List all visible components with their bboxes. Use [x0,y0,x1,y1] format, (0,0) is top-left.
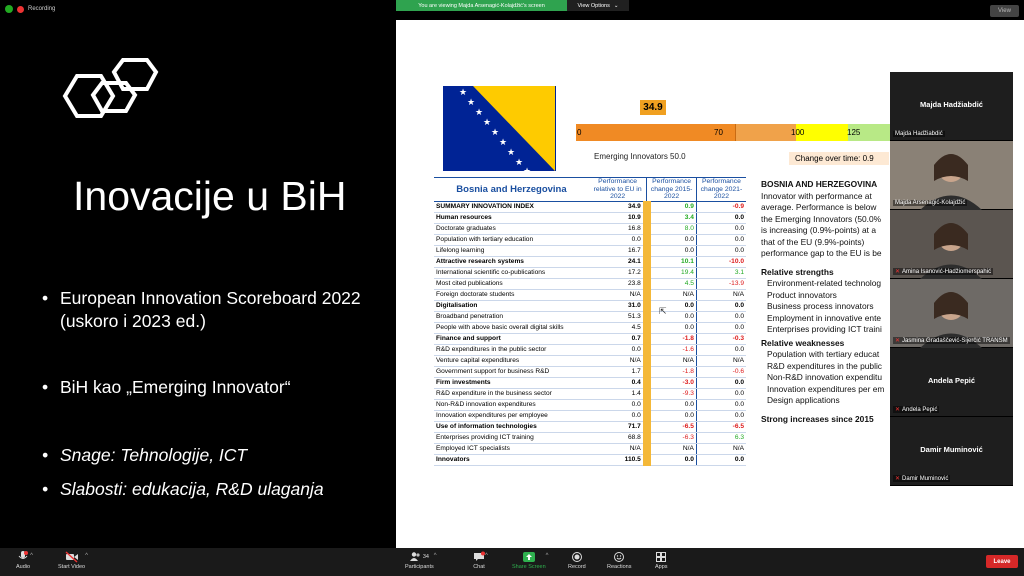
view-options-button[interactable] [567,0,629,11]
record-button[interactable] [568,551,586,570]
participant-tile[interactable] [890,72,1013,141]
indicator-table-body [434,201,746,465]
video-off-icon [66,551,78,562]
col-header-relative: Performance relative to EU in 2022 [589,178,647,202]
cell-relative: 0.0 [589,234,647,245]
slide-bullet: • Slabosti: edukacija, R&D ulaganja [42,479,324,499]
row-label: Most cited publications [434,278,589,289]
strengths-title: Relative strengths [761,266,834,277]
table-row [434,256,746,267]
cell-relative: 31.0 [589,300,647,311]
cell-change-2015: 0.0 [647,454,697,465]
participant-label [893,337,1010,344]
row-label: Digitalisation [434,300,589,311]
participant-tile[interactable] [890,417,1013,486]
presentation-slide [0,20,395,548]
cell-change-2021: -0.6 [696,366,746,377]
cell-relative: N/A [589,443,647,454]
table-row [434,223,746,234]
cell-change-2015: 0.0 [647,234,697,245]
bullet-text: Slabosti: edukacija, R&D ulaganja [60,479,324,499]
svg-text:★: ★ [467,98,476,108]
slide-bullet: • BiH kao „Emerging Innovator“ [42,377,291,397]
viewing-text: You are viewing Majda Arsenagić-Kolajdžić's screen [396,0,567,11]
table-row [434,245,746,256]
start-video-label: Start Video [58,564,86,570]
participant-tile[interactable] [890,279,1013,348]
participant-label-text: Majda Hadžiabdić [895,131,943,137]
cell-change-2021: 0.0 [696,212,746,223]
recording-indicator[interactable] [5,5,55,13]
cell-relative: 71.7 [589,421,647,432]
security-shield-icon [5,5,13,13]
participant-label-text: Andela Pepić [902,407,938,413]
reactions-label: Reactions [607,564,632,570]
cell-change-2015: 8.0 [647,223,697,234]
participant-label [893,475,950,482]
participant-name: Damir Muminović [920,445,983,454]
table-row [434,377,746,388]
row-label: Attractive research systems [434,256,589,267]
list-item: Population with tertiary educat [767,349,880,359]
row-label: Government support for business R&D [434,366,589,377]
cell-change-2021: 0.0 [696,388,746,399]
cell-relative: N/A [589,289,647,300]
cell-change-2021: 0.0 [696,300,746,311]
row-label: Broadband penetration [434,311,589,322]
svg-text:★: ★ [507,148,516,158]
muted-mic-icon: ✕ [895,338,901,344]
meeting-toolbar [0,548,1024,576]
slide-bullet: • European Innovation Scoreboard 2022 (uskoro i 2023 ed.) [42,287,372,333]
list-item: Design applications [767,395,840,405]
row-label: Innovation expenditures per employee [434,410,589,421]
chat-label: Chat [473,564,485,570]
list-item: the Emerging Innovators (50.0% [761,213,882,224]
list-item: Business process innovators [767,301,874,311]
cell-relative: 0.0 [589,344,647,355]
muted-mic-icon: ✕ [895,476,901,482]
row-label: International scientific co-publications [434,267,589,278]
svg-text:★: ★ [499,138,508,148]
slide-bullet: • Snage: Tehnologije, ICT [42,445,248,465]
row-label: Foreign doctorate students [434,289,589,300]
table-row [434,267,746,278]
reactions-icon [613,551,625,562]
row-label: Finance and support [434,333,589,344]
table-row [434,410,746,421]
cell-change-2021: 0.0 [696,344,746,355]
cell-change-2021: 0.0 [696,234,746,245]
cell-change-2021: 0.0 [696,377,746,388]
participant-name: Andela Pepić [927,376,976,385]
cell-change-2015: -1.6 [647,344,697,355]
country-summary-text [761,179,896,425]
row-label: Human resources [434,212,589,223]
muted-mic-icon: ✕ [895,407,901,413]
cell-relative: 51.3 [589,311,647,322]
list-item: R&D expenditures in the public [767,360,882,371]
list-item: Environment-related technolog [767,278,882,288]
list-item: Non-R&D innovation expenditu [767,372,882,382]
cell-change-2021: 3.1 [696,267,746,278]
cell-relative: 1.7 [589,366,647,377]
cell-change-2015: -6.5 [647,421,697,432]
view-options-label: View Options [577,2,610,9]
reactions-button[interactable] [607,551,631,570]
chevron-down-icon: ⌄ [613,2,619,9]
mouse-cursor-icon: ⇱ [659,306,667,316]
participants-label: Participants [405,564,434,570]
participant-name: Majda Hadžiabdić [920,100,983,109]
row-label: Lifelong learning [434,245,589,256]
list-item: performance gap to the EU is be [761,248,882,258]
row-label: Venture capital expenditures [434,355,589,366]
cell-change-2021: -10.0 [696,256,746,267]
cell-relative: 110.5 [589,454,647,465]
cell-relative: 17.2 [589,267,647,278]
table-row [434,366,746,377]
cell-change-2021: 0.0 [696,454,746,465]
hexagons-logo-icon [60,55,170,135]
microphone-icon [17,551,29,562]
participant-tile[interactable] [890,210,1013,279]
list-item: Enterprises providing ICT traini [767,324,882,334]
cell-change-2015: -1.8 [647,333,697,344]
participants-button[interactable] [405,551,437,570]
increases-title: Strong increases since 2015 [761,413,874,424]
share-screen-button[interactable] [512,551,549,570]
cell-change-2021: -6.5 [696,421,746,432]
participant-tile[interactable] [890,348,1013,417]
country-name: Bosnia and Herzegovina [434,178,589,202]
cell-relative: 0.4 [589,377,647,388]
cell-change-2021: 0.0 [696,410,746,421]
cell-change-2015: 0.0 [647,300,697,311]
bullet-text: Snage: Tehnologije, ICT [60,445,248,465]
cell-relative: 0.0 [589,399,647,410]
list-item: is increasing (0.9%-points) at a [761,225,876,235]
cell-change-2021: -0.9 [696,201,746,212]
cell-change-2015: -3.0 [647,377,697,388]
recording-label: Recording [28,6,56,12]
row-label: SUMMARY INNOVATION INDEX [434,201,589,212]
summary-intro [761,191,896,260]
cell-change-2021: 0.0 [696,399,746,410]
list-item: Innovation expenditures per em [767,383,885,394]
cell-change-2015: N/A [647,355,697,366]
cell-change-2015: 0.0 [647,410,697,421]
summary-score-badge: 34.9 [640,100,666,115]
table-row [434,399,746,410]
apps-button[interactable] [655,551,668,570]
row-label: People with above basic overall digital skills [434,322,589,333]
share-screen-label: Share Screen [512,564,546,570]
cell-relative: 34.9 [589,201,647,212]
row-label: Firm investments [434,377,589,388]
cell-change-2021: 0.0 [696,322,746,333]
row-label: R&D expenditures in the public sector [434,344,589,355]
weaknesses-list [761,349,896,407]
scale-label: 125 [847,128,861,137]
apps-icon [655,551,667,562]
cell-change-2021: 0.0 [696,311,746,322]
table-row [434,300,746,311]
participant-label [893,200,967,206]
cell-relative: 68.8 [589,432,647,443]
audio-button[interactable] [16,551,33,570]
emerging-innovators-label: Emerging Innovators 50.0 [594,152,686,161]
cell-relative: 4.5 [589,322,647,333]
cell-change-2021: -13.9 [696,278,746,289]
participant-label-text: Majda Arsenagić-Kolajdžić [895,200,966,206]
cell-relative: 23.8 [589,278,647,289]
row-label: Innovators [434,454,589,465]
table-row [434,289,746,300]
list-item: Product innovators [767,289,837,300]
cell-change-2015: -1.8 [647,366,697,377]
table-row [434,432,746,443]
scale-label: 70 [714,128,723,137]
cell-change-2021: N/A [696,355,746,366]
row-label: Employed ICT specialists [434,443,589,454]
table-row [434,344,746,355]
record-label: Record [568,564,586,570]
table-row [434,234,746,245]
cell-change-2021: 0.0 [696,223,746,234]
cell-relative: 0.7 [589,333,647,344]
indicator-table [434,177,746,466]
row-label: Non-R&D innovation expenditures [434,399,589,410]
leave-button[interactable]: Leave [986,555,1018,568]
col-header-change-2015: Performance change 2015-2022 [647,178,697,202]
participants-panel [890,72,1013,486]
row-label: Enterprises providing ICT training [434,432,589,443]
table-row [434,201,746,212]
chat-icon [473,551,485,562]
cell-change-2021: -0.3 [696,333,746,344]
cell-change-2015: N/A [647,289,697,300]
apps-label: Apps [655,564,668,570]
bullet-text: BiH kao „Emerging Innovator“ [60,377,291,397]
row-label: R&D expenditure in the business sector [434,388,589,399]
cell-relative: 0.0 [589,410,647,421]
cell-change-2015: 4.5 [647,278,697,289]
cell-relative: 16.7 [589,245,647,256]
cell-change-2015: -6.3 [647,432,697,443]
list-item: that of the EU (9.9%-points) [761,236,865,247]
table-row [434,311,746,322]
cell-change-2021: 6.3 [696,432,746,443]
chevron-up-icon[interactable]: ^ [30,553,33,559]
row-label: Use of information technologies [434,421,589,432]
svg-text:★: ★ [459,88,468,98]
strengths-list [761,278,896,336]
slide-title: Inovacije u BiH [73,173,347,219]
svg-text:★: ★ [523,167,532,177]
svg-text:★: ★ [515,158,524,168]
list-item: average. Performance is below [761,202,877,212]
table-row [434,212,746,223]
table-row [434,355,746,366]
bih-flag-image [443,86,556,177]
participant-label [893,268,993,275]
cell-change-2015: 0.9 [647,201,697,212]
cell-relative: 10.9 [589,212,647,223]
cell-change-2015: 19.4 [647,267,697,278]
view-button[interactable]: View [990,5,1019,17]
table-row [434,278,746,289]
chevron-up-icon[interactable]: ^ [85,553,88,559]
scale-label: 100 [791,128,805,137]
scale-label: 0 [577,128,582,137]
cell-change-2015: 0.0 [647,399,697,410]
cell-change-2015: 0.0 [647,245,697,256]
row-label: Population with tertiary education [434,234,589,245]
svg-text:★: ★ [475,108,484,118]
cell-change-2015: 10.1 [647,256,697,267]
cell-relative: 1.4 [589,388,647,399]
participants-icon [408,551,430,562]
participant-label-text: Jasmina Gradaščević-Sijerčić TRANSM [902,338,1008,344]
list-item: Employment in innovative ente [767,312,882,323]
participant-video [890,141,1013,209]
chevron-up-icon[interactable]: ^ [433,553,437,559]
record-icon [571,551,583,562]
cell-relative: N/A [589,355,647,366]
share-screen-icon [523,551,535,562]
participant-label [893,131,945,137]
screen-share-banner [396,0,629,11]
list-item: Innovator with performance at [761,190,872,201]
participants-count: 34 [422,553,429,560]
start-video-button[interactable] [58,551,88,570]
summary-heading: BOSNIA AND HERZEGOVINA [761,179,878,189]
cell-change-2015: 0.0 [647,311,697,322]
scale-labels [576,128,892,140]
muted-mic-icon: ✕ [895,269,901,275]
chevron-up-icon[interactable]: ^ [485,553,488,559]
recording-dot-icon [17,6,24,13]
table-row [434,421,746,432]
chat-button[interactable] [473,551,488,570]
table-row [434,443,746,454]
cell-relative: 16.8 [589,223,647,234]
participant-label-text: Amina Isanović-Hadžiomerspahić [902,269,992,275]
table-row [434,322,746,333]
audio-label: Audio [16,564,31,570]
cell-change-2021: N/A [696,443,746,454]
cell-change-2015: N/A [647,443,697,454]
cell-change-2021: 0.0 [696,245,746,256]
participant-tile[interactable] [890,141,1013,210]
change-over-time-box: Change over time: 0.9 [789,152,889,165]
cell-relative: 24.1 [589,256,647,267]
participant-label-text: Damir Muminović [902,476,949,482]
svg-text:★: ★ [483,118,492,128]
weaknesses-title: Relative weaknesses [761,337,845,348]
svg-text:★: ★ [491,128,500,138]
chevron-up-icon[interactable]: ^ [545,553,549,559]
cell-change-2015: 3.4 [647,212,697,223]
table-row [434,333,746,344]
cell-change-2021: N/A [696,289,746,300]
cell-change-2015: -9.3 [647,388,697,399]
bullet-text: European Innovation Scoreboard 2022 (uskoro i 2023 ed.) [60,288,361,331]
cell-change-2015: 0.0 [647,322,697,333]
table-row [434,454,746,465]
row-label: Doctorate graduates [434,223,589,234]
participant-label [893,406,939,413]
table-row [434,388,746,399]
col-header-change-2021: Performance change 2021-2022 [696,178,746,202]
